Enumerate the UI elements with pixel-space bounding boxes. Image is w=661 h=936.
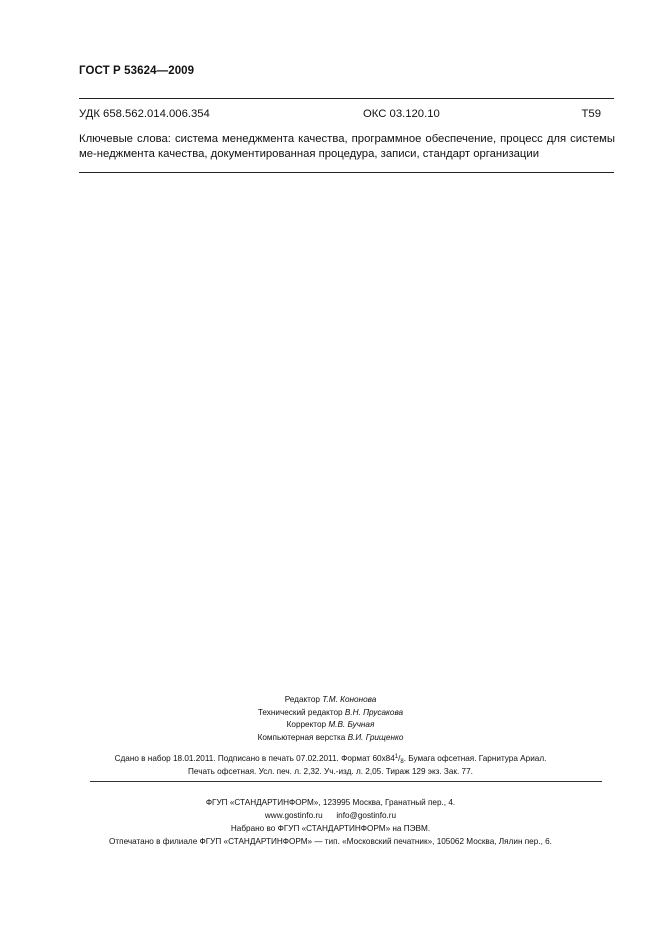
credit-tech-editor bbox=[0, 707, 661, 720]
credits-block bbox=[0, 694, 661, 744]
credit-label: Редактор bbox=[284, 695, 320, 704]
typeset-note: Набрано во ФГУП «СТАНДАРТИНФОРМ» на ПЭВМ. bbox=[230, 824, 431, 833]
keywords-divider bbox=[79, 172, 614, 173]
group-code: Т59 bbox=[581, 108, 601, 120]
publisher-contacts bbox=[0, 809, 661, 822]
format-numerator: 1 bbox=[394, 754, 399, 760]
publisher-site: www.gostinfo.ru bbox=[264, 811, 323, 820]
printed-at-note: Отпечатано в филиале ФГУП «СТАНДАРТИНФОРМ» — тип. «Московский печатник», 105062 Москва, Лялин пер., 6. bbox=[109, 837, 552, 846]
keywords-paragraph: Ключевые слова: система менеджмента качества, программное обеспечение, процесс для системы ме-неджмента качества, документированная процедура, записи, стандарт организации bbox=[79, 133, 615, 160]
credit-name: В.Н. Прусакова bbox=[344, 707, 404, 717]
publisher-divider bbox=[90, 781, 602, 782]
publisher-email: info@gostinfo.ru bbox=[336, 811, 397, 820]
oks-code: ОКС 03.120.10 bbox=[363, 108, 440, 120]
credit-label: Корректор bbox=[286, 720, 327, 729]
publisher-info bbox=[0, 796, 661, 848]
credit-label: Компьютерная верстка bbox=[257, 732, 346, 742]
publisher-address: ФГУП «СТАНДАРТИНФОРМ», 123995 Москва, Гранатный пер., 4. bbox=[205, 798, 456, 807]
printing-line-1: Сдано в набор 18.01.2011. Подписано в печать 07.02.2011. Формат $60х84^1/_8$. Бумага офсетная. Гарнитура Ариал. bbox=[114, 754, 547, 765]
printing-info bbox=[0, 752, 661, 778]
credit-editor bbox=[0, 694, 661, 707]
standard-code: ГОСТ Р 53624—2009 bbox=[79, 65, 195, 77]
udk-code: УДК 658.562.014.006.354 bbox=[79, 108, 210, 120]
header-divider bbox=[79, 98, 614, 99]
printing-line-2: Печать офсетная. Усл. печ. л. 2,32. Уч.-изд. л. 2,05. Тираж 129 экз. Зак. 77. bbox=[188, 767, 473, 776]
credit-name: Т.М. Кононова bbox=[322, 695, 377, 704]
credit-layout bbox=[0, 732, 661, 745]
printing-text: . Бумага офсетная. Гарнитура Ариал. bbox=[403, 754, 547, 763]
format-denominator: 8 bbox=[400, 759, 404, 765]
classification-row bbox=[79, 108, 601, 122]
credit-name: М.В. Бучная bbox=[328, 720, 375, 729]
printing-text: Сдано в набор 18.01.2011. Подписано в печать 07.02.2011. Формат 60х84 bbox=[114, 754, 395, 763]
credit-name: В.И. Грищенко bbox=[347, 732, 404, 742]
credit-label: Технический редактор bbox=[257, 707, 343, 717]
credit-proofreader bbox=[0, 719, 661, 732]
